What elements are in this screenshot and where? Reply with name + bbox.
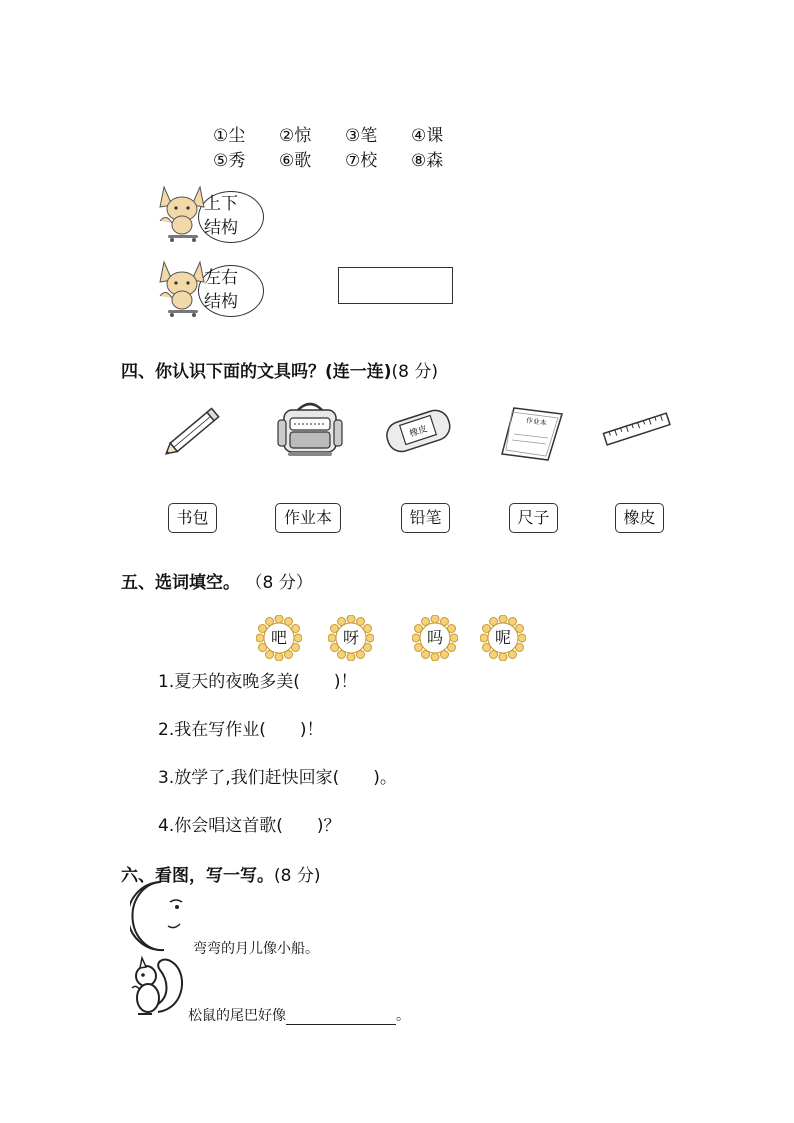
word-flower[interactable] <box>328 615 374 661</box>
character-item: ①尘 <box>213 126 246 146</box>
word-text: 呢 <box>494 628 511 647</box>
sentence-squirrel-suffix: 。 <box>396 1008 410 1024</box>
question-2: 2.我在写作业( )！ <box>158 720 324 740</box>
eraser-text: 橡皮 <box>408 424 429 440</box>
section-6-score: (8 分) <box>274 866 321 886</box>
character-item: ⑥歌 <box>279 151 312 171</box>
word-text: 呀 <box>342 628 359 647</box>
question-1: 1.夏天的夜晚多美( )！ <box>158 672 358 692</box>
notebook-icon <box>500 404 564 462</box>
section-5-heading <box>121 568 313 593</box>
section-6-title: 六、看图，写一写。 <box>121 866 274 886</box>
label-schoolbag[interactable]: 书包 <box>168 503 217 533</box>
section-4-heading <box>121 357 438 382</box>
character-item: ③笔 <box>345 126 378 146</box>
sentence-squirrel <box>188 1005 410 1025</box>
character-item: ⑦校 <box>345 151 378 171</box>
squirrel-icon <box>124 952 186 1024</box>
word-text: 吗 <box>426 628 443 647</box>
ruler-icon <box>602 410 672 450</box>
sentence-moon: 弯弯的月儿像小船。 <box>193 941 319 957</box>
section-4-title: 四、你认识下面的文具吗？(连一连) <box>121 362 392 382</box>
character-item: ④课 <box>411 126 444 146</box>
word-flower[interactable] <box>256 615 302 661</box>
section-5-score: （8 分） <box>254 573 313 593</box>
character-row-1 <box>213 121 477 146</box>
character-item: ②惊 <box>279 126 312 146</box>
character-item: ⑤秀 <box>213 151 246 171</box>
section-4-score: (8 分) <box>391 362 439 382</box>
structure-label-line2: 结构 <box>204 218 238 238</box>
label-ruler[interactable]: 尺子 <box>509 503 558 533</box>
label-notebook[interactable]: 作业本 <box>275 503 341 533</box>
question-4: 4.你会唱这首歌( )？ <box>158 816 341 836</box>
word-flower[interactable] <box>412 615 458 661</box>
word-text: 吧 <box>270 628 287 647</box>
sentence-squirrel-prefix: 松鼠的尾巴好像 <box>188 1008 286 1024</box>
schoolbag-icon <box>276 398 344 460</box>
structure-label-line1: 左右 <box>204 268 238 288</box>
notebook-text: 作业本 <box>525 416 548 428</box>
word-flower[interactable] <box>480 615 526 661</box>
answer-box[interactable] <box>338 267 453 304</box>
answer-blank[interactable] <box>286 1010 396 1025</box>
structure-label-line2: 结构 <box>204 292 238 312</box>
question-3: 3.放学了,我们赶快回家( )。 <box>158 768 397 788</box>
eraser-icon <box>382 402 454 458</box>
section-5-title: 五、选词填空。 <box>121 573 240 593</box>
character-item: ⑧森 <box>411 151 444 171</box>
label-pencil[interactable]: 铅笔 <box>401 503 450 533</box>
fox-mascot-icon <box>156 258 208 318</box>
pencil-icon <box>158 400 230 462</box>
fox-mascot-icon <box>156 183 208 243</box>
crescent-moon-icon <box>130 880 196 952</box>
structure-label-line1: 上下 <box>204 194 238 214</box>
character-row-2 <box>213 146 477 171</box>
label-eraser[interactable]: 橡皮 <box>615 503 664 533</box>
